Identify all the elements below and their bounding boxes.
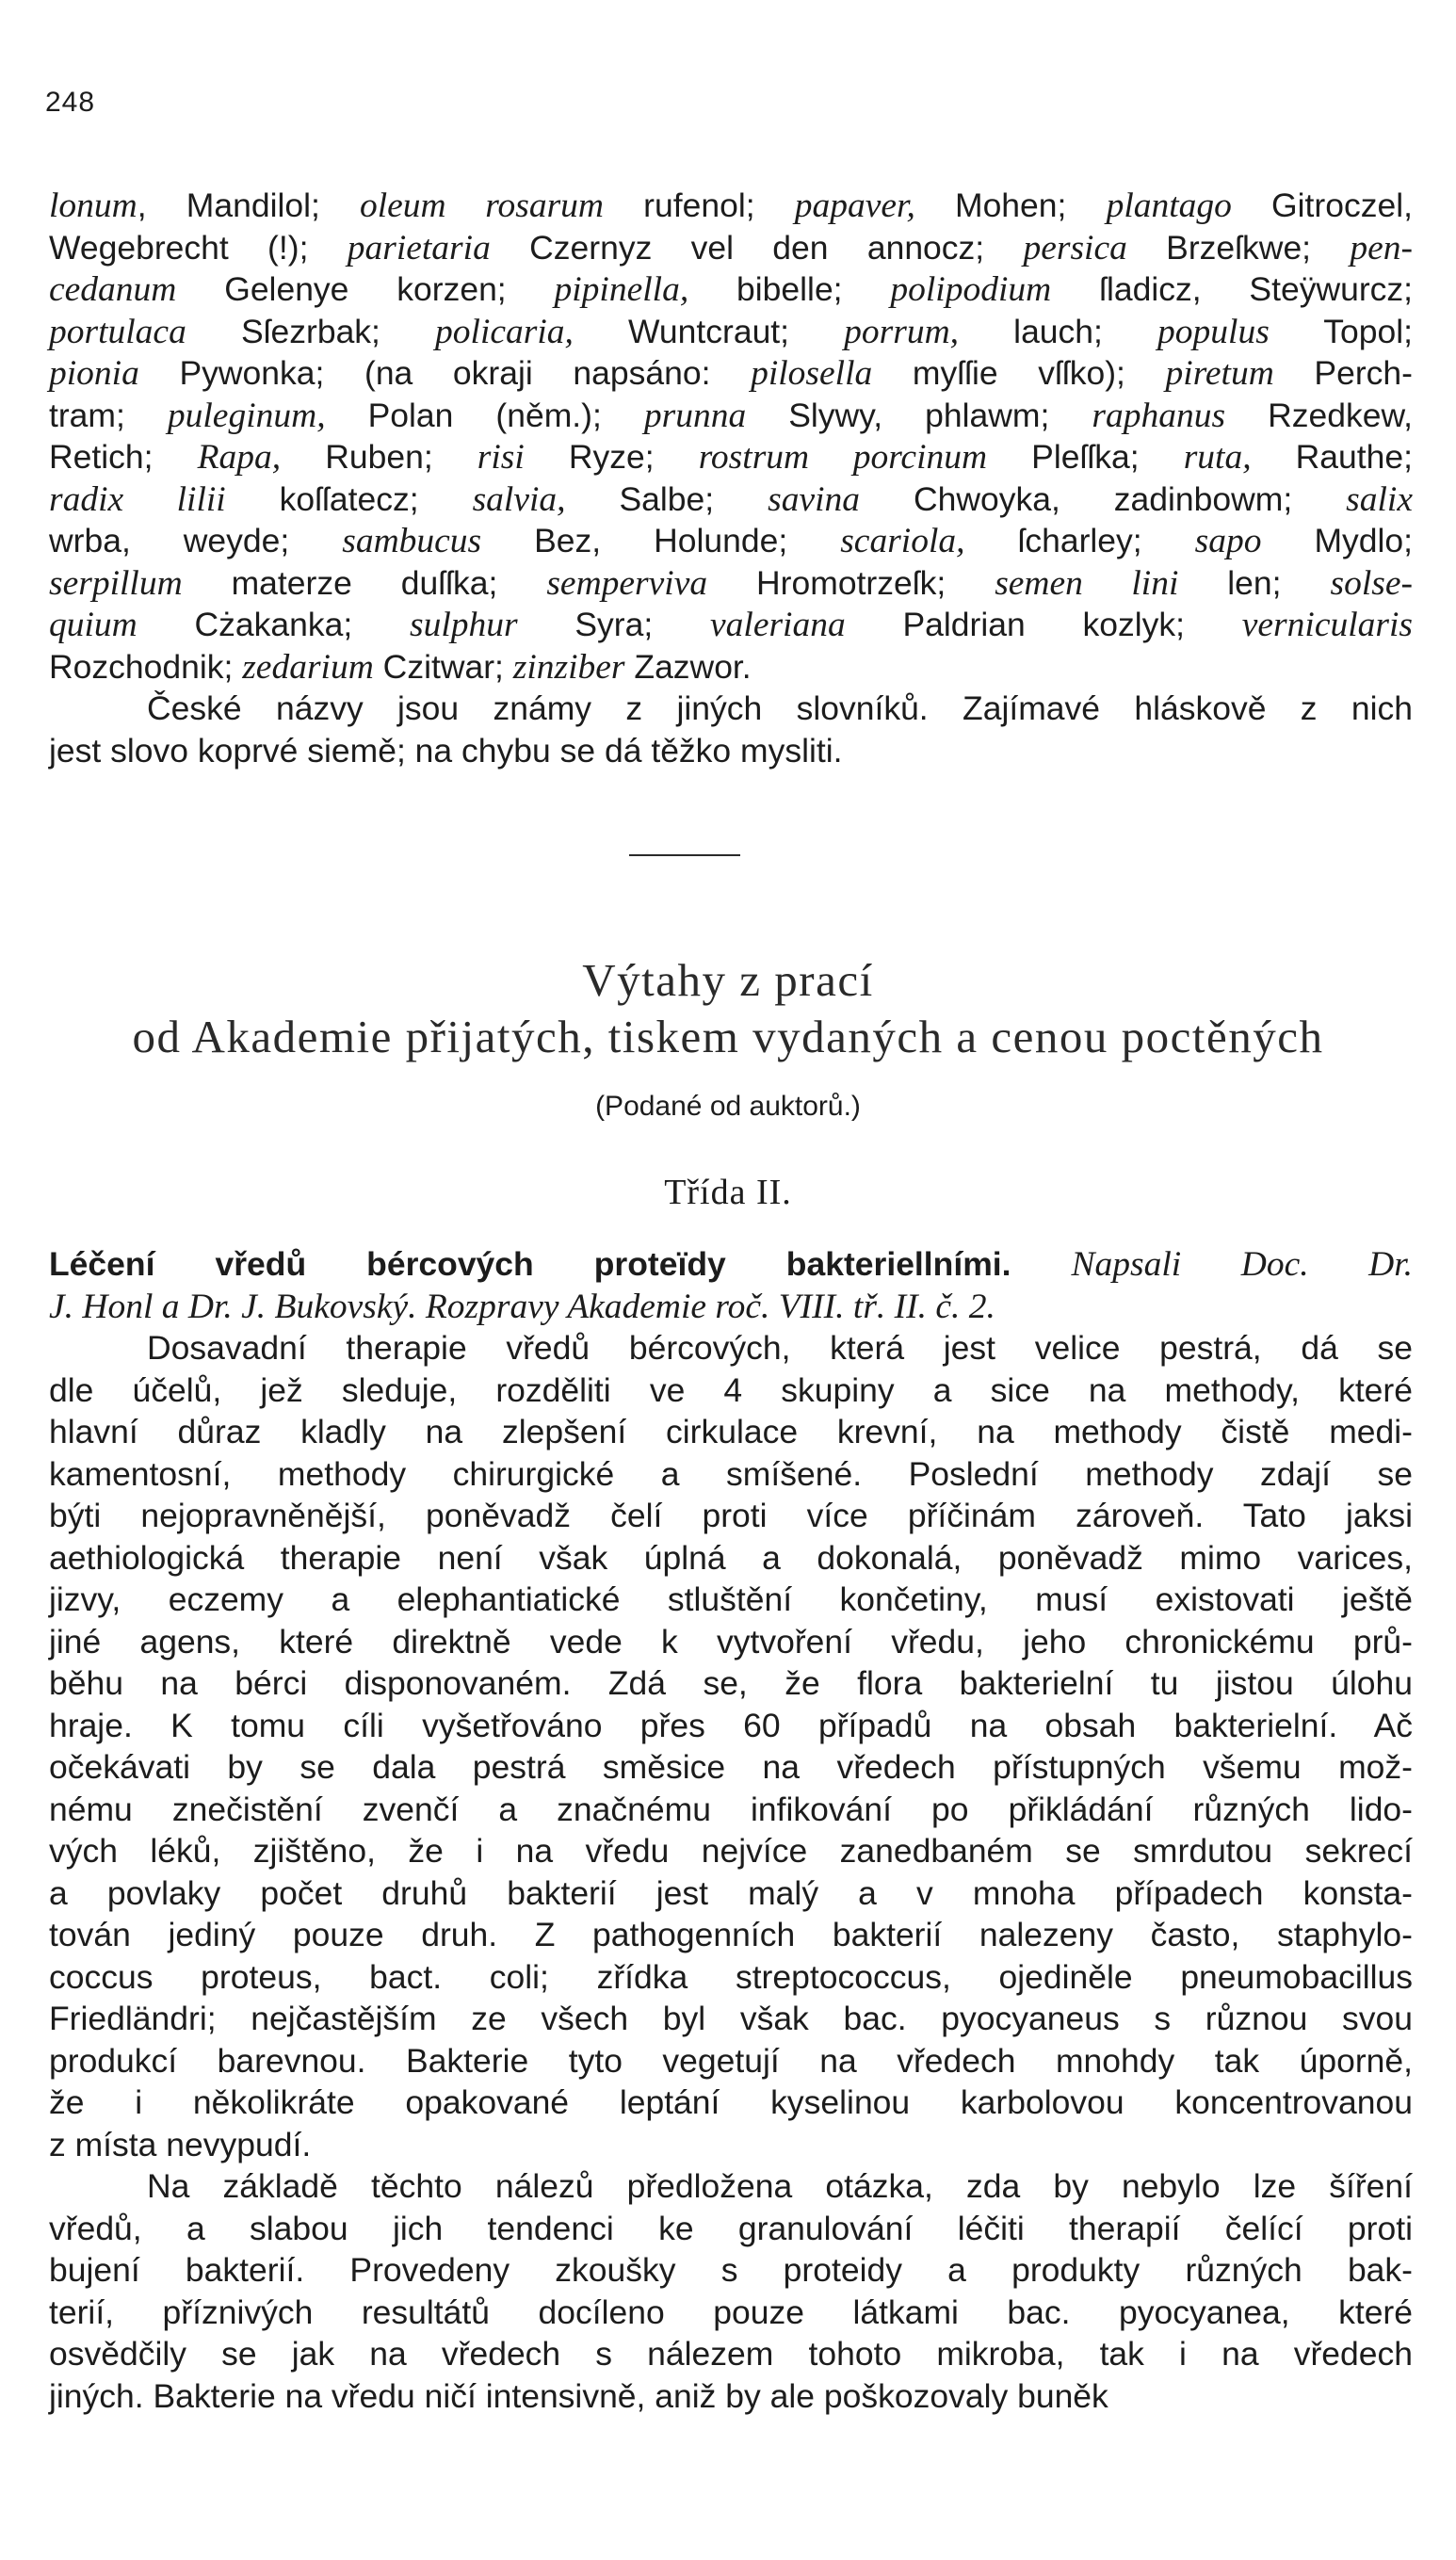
italic-term: risi bbox=[477, 438, 525, 477]
text-run: Czitwar; bbox=[373, 647, 513, 686]
italic-term: vernicularis bbox=[1241, 606, 1413, 644]
page-number: 248 bbox=[45, 87, 96, 118]
italic-term: sambucus bbox=[342, 522, 482, 560]
text-run: očekávati by se dala pestrá směsice na vředech přístupných všemu mož- bbox=[49, 1748, 1413, 1786]
italic-term: puleginum, bbox=[167, 396, 326, 435]
text-line bbox=[49, 2082, 1413, 2124]
text-run: bibelle; bbox=[688, 270, 891, 308]
text-run: Na základě těchto nálezů předložena otázka, zda by nebylo lze šíření bbox=[147, 2167, 1413, 2205]
text-run: Czernyz vel den annocz; bbox=[490, 228, 1024, 267]
text-run: Zazwor. bbox=[624, 647, 752, 686]
text-run: aethiologická therapie není však úplná a dokonalá, poněvadž mimo varices, bbox=[49, 1538, 1413, 1577]
text-line bbox=[49, 646, 1413, 689]
text-run: coccus proteus, bact. coli; zřídka streptococcus, ojediněle pneumobacillus bbox=[49, 1957, 1413, 1996]
text-run: dle účelů, jež sleduje, rozděliti ve 4 skupiny a sice na methody, které bbox=[49, 1370, 1413, 1409]
text-run: Paldrian kozlyk; bbox=[845, 606, 1242, 643]
italic-term: salix bbox=[1346, 479, 1413, 519]
text-run: Wegebrecht (!); bbox=[49, 228, 348, 267]
text-run: Gitroczel, bbox=[1231, 186, 1413, 224]
text-run: a povlaky počet druhů bakterií jest malý a v mnoha případech konsta- bbox=[49, 1873, 1413, 1912]
text-line bbox=[49, 1789, 1413, 1831]
italic-term: persica bbox=[1023, 228, 1127, 267]
text-line bbox=[49, 1705, 1413, 1747]
text-line bbox=[49, 1956, 1413, 1999]
text-line bbox=[49, 1662, 1413, 1705]
text-line bbox=[49, 2249, 1413, 2292]
text-run: ſladicz, Steÿwurcz; bbox=[1051, 270, 1414, 308]
italic-term: J. Honl a Dr. J. Bukovský. Rozpravy Akademie roč. VIII. tř. II. č. 2. bbox=[49, 1287, 995, 1326]
text-line bbox=[49, 1369, 1413, 1412]
text-line bbox=[49, 185, 1413, 227]
italic-term: savina bbox=[768, 479, 861, 519]
text-line bbox=[49, 604, 1413, 646]
text-line bbox=[49, 1411, 1413, 1453]
text-run: Brzeſkwe; bbox=[1126, 228, 1351, 267]
text-run: tován jediný pouze druh. Z pathogenních bakterií nalezeny často, staphylo- bbox=[49, 1916, 1413, 1953]
text-run: Perch- bbox=[1273, 354, 1413, 392]
text-line bbox=[49, 1914, 1413, 1956]
text-run: Chwoyka, zadinbowm; bbox=[860, 479, 1347, 518]
italic-term: quium bbox=[49, 606, 138, 644]
text-run: Wuntcraut; bbox=[573, 312, 845, 350]
italic-term: salvia, bbox=[472, 479, 566, 519]
text-line bbox=[49, 730, 1413, 772]
text-line bbox=[49, 268, 1413, 311]
text-line bbox=[49, 1495, 1413, 1537]
text-line bbox=[49, 2292, 1413, 2334]
italic-term: Napsali Doc. Dr. bbox=[1071, 1245, 1413, 1284]
text-run: že i několikráte opakované leptání kyselinou karbolovou koncentrovanou bbox=[49, 2083, 1413, 2121]
italic-term: policaria, bbox=[435, 312, 574, 351]
italic-term: prunna bbox=[643, 396, 747, 435]
text-line bbox=[49, 520, 1413, 562]
text-run: Hromotrzeſk; bbox=[707, 563, 995, 602]
text-line bbox=[49, 1830, 1413, 1872]
italic-term: pen- bbox=[1350, 228, 1413, 267]
bold-text: Léčení vředů bércových proteïdy bakteriellními. bbox=[49, 1245, 1011, 1283]
text-line bbox=[49, 1243, 1413, 1286]
italic-term: semen lini bbox=[995, 563, 1179, 603]
text-line bbox=[49, 2165, 1413, 2208]
text-run: vředů, a slabou jich tendenci ke granulování léčiti therapií čelící proti bbox=[49, 2209, 1413, 2247]
text-line bbox=[49, 1453, 1413, 1496]
text-run: Ryze; bbox=[524, 438, 699, 476]
italic-term: populus bbox=[1157, 312, 1270, 351]
glossary-paragraph bbox=[49, 185, 1413, 688]
text-line bbox=[49, 1872, 1413, 1915]
text-line bbox=[49, 352, 1413, 395]
text-run: vých léků, zjištěno, že i na vředu nejvíce zanedbaném se smrdutou sekrecí bbox=[49, 1832, 1413, 1870]
italic-term: serpillum bbox=[49, 563, 183, 603]
text-run: Topol; bbox=[1269, 312, 1413, 350]
text-run: býti nejopravněnější, poněvadž čelí proti více příčinám zároveň. Tato jaksi bbox=[49, 1497, 1413, 1534]
text-run: Cżakanka; bbox=[137, 606, 410, 643]
italic-term: pilosella bbox=[751, 354, 873, 393]
text-run: rufenol; bbox=[604, 186, 795, 224]
text-run: Polan (něm.); bbox=[325, 396, 644, 434]
text-run bbox=[1011, 1245, 1072, 1283]
text-run: jiné agens, které direktně vede k vytvoření vředu, jeho chronickému prů- bbox=[49, 1622, 1413, 1661]
italic-term: porrum, bbox=[844, 312, 960, 351]
section-divider bbox=[629, 854, 740, 856]
text-line bbox=[49, 227, 1413, 269]
text-run: jiných. Bakterie na vředu ničí intensivně, aniž by ale poškozovaly buněk bbox=[49, 2376, 1108, 2415]
text-run: Slywy, phlawm; bbox=[746, 396, 1092, 434]
text-run: Syra; bbox=[517, 606, 710, 643]
text-run: materze duſſka; bbox=[182, 563, 547, 602]
text-run: Rzedkew, bbox=[1225, 396, 1413, 434]
italic-term: sapo bbox=[1194, 522, 1262, 560]
text-run: myſſie vſſko); bbox=[872, 354, 1166, 392]
text-line bbox=[49, 1998, 1413, 2040]
italic-term: zedarium bbox=[242, 647, 374, 687]
text-line bbox=[49, 2124, 1413, 2166]
text-line bbox=[49, 1621, 1413, 1663]
text-line bbox=[49, 688, 1413, 730]
italic-term: lonum bbox=[49, 186, 138, 225]
text-run: z místa nevypudí. bbox=[49, 2125, 312, 2163]
text-line bbox=[49, 1537, 1413, 1580]
text-run: wrba, weyde; bbox=[49, 522, 343, 559]
class-label: Třída II. bbox=[664, 1173, 792, 1212]
text-run: Dosavadní therapie vředů bércových, která jest velice pestrá, dá se bbox=[147, 1329, 1413, 1367]
italic-term: semperviva bbox=[546, 563, 708, 603]
italic-term: rostrum porcinum bbox=[698, 438, 988, 477]
text-run: Sſezrbak; bbox=[186, 312, 436, 350]
text-run: nému znečistění zvenčí a značnému infikování po přikládání různých lido- bbox=[49, 1790, 1413, 1828]
text-run: , Mandilol; bbox=[137, 186, 360, 224]
text-run: tram; bbox=[49, 396, 168, 434]
text-run: produkcí barevnou. Bakterie tyto vegetují na vředech mnohdy tak úporně, bbox=[49, 2041, 1413, 2080]
italic-term: oleum rosarum bbox=[359, 186, 605, 225]
text-line bbox=[49, 2208, 1413, 2250]
italic-term: raphanus bbox=[1092, 396, 1226, 435]
text-run: Friedländri; nejčastějším ze všech byl však bac. pyocyaneus s různou svou bbox=[49, 2000, 1413, 2037]
text-run: len; bbox=[1178, 563, 1331, 602]
text-run: ſcharley; bbox=[964, 522, 1195, 559]
text-run: Salbe; bbox=[565, 479, 768, 518]
italic-term: papaver, bbox=[794, 186, 915, 225]
text-run: Mohen; bbox=[914, 186, 1107, 224]
text-run: Ruben; bbox=[281, 438, 477, 476]
text-line bbox=[49, 1746, 1413, 1789]
text-line bbox=[49, 2040, 1413, 2082]
text-line bbox=[49, 478, 1413, 521]
section-subtitle: (Podané od auktorů.) bbox=[595, 1091, 861, 1122]
text-run: Retich; bbox=[49, 438, 198, 476]
text-run: Bez, Holunde; bbox=[481, 522, 841, 559]
italic-term: radix lilii bbox=[49, 479, 226, 519]
text-run: Pleſſka; bbox=[987, 438, 1184, 476]
italic-term: pionia bbox=[49, 354, 139, 393]
text-run: lauch; bbox=[959, 312, 1158, 350]
section-title-line1: Výtahy z prací bbox=[582, 954, 874, 1006]
text-line bbox=[49, 436, 1413, 478]
italic-term: scariola, bbox=[840, 522, 965, 560]
text-run: osvědčily se jak na vředech s nálezem tohoto mikroba, tak i na vředech bbox=[49, 2335, 1413, 2373]
text-run: Rauthe; bbox=[1251, 438, 1413, 476]
text-run: bujení bakterií. Provedeny zkoušky s proteidy a produkty různých bak- bbox=[49, 2251, 1413, 2289]
text-run: jizvy, eczemy a elephantiatické stluštění končetiny, musí existovati ještě bbox=[49, 1580, 1413, 1618]
italic-term: plantago bbox=[1106, 186, 1232, 225]
text-line bbox=[49, 395, 1413, 437]
text-run: Gelenye korzen; bbox=[176, 270, 555, 308]
italic-term: portulaca bbox=[49, 312, 186, 351]
text-line bbox=[49, 2375, 1413, 2418]
text-run: jest slovo koprvé siemě; na chybu se dá těžko mysliti. bbox=[49, 731, 843, 770]
text-line bbox=[49, 2333, 1413, 2375]
italic-term: valeriana bbox=[710, 606, 846, 644]
text-run: Rozchodnik; bbox=[49, 647, 243, 686]
text-line bbox=[49, 562, 1413, 605]
text-run: terií, příznivých resultátů docíleno pouze látkami bac. pyocyanea, které bbox=[49, 2293, 1413, 2331]
text-run: Pywonka; (na okraji napsáno: bbox=[138, 354, 752, 392]
italic-term: Rapa, bbox=[197, 438, 282, 477]
text-run: České názvy jsou známy z jiných slovníků. Zajímavé hláskově z nich bbox=[147, 689, 1413, 727]
text-line bbox=[49, 1327, 1413, 1369]
section-title-line2: od Akademie přijatých, tiskem vydaných a cenou poctěných bbox=[132, 1011, 1324, 1062]
italic-term: polipodium bbox=[890, 270, 1052, 309]
italic-term: parietaria bbox=[347, 228, 491, 267]
text-run: koſſatecz; bbox=[225, 479, 473, 518]
italic-term: sulphur bbox=[410, 606, 518, 644]
text-line bbox=[49, 311, 1413, 353]
italic-term: solse- bbox=[1330, 563, 1413, 603]
text-run: hlavní důraz kladly na zlepšení cirkulace krevní, na methody čistě medi- bbox=[49, 1413, 1413, 1450]
text-run: Mydlo; bbox=[1261, 522, 1414, 559]
italic-term: pipinella, bbox=[554, 270, 689, 309]
text-line bbox=[49, 1579, 1413, 1621]
note-paragraph bbox=[49, 688, 1413, 771]
italic-term: ruta, bbox=[1183, 438, 1252, 477]
text-run: hraje. K tomu cíli vyšetřováno přes 60 případů na obsah bakterielní. Ač bbox=[49, 1706, 1413, 1744]
italic-term: piretum bbox=[1165, 354, 1274, 393]
italic-term: zinziber bbox=[512, 647, 625, 687]
text-run: běhu na bérci disponovaném. Zdá se, že flora bakterielní tu jistou úlohu bbox=[49, 1664, 1413, 1702]
text-line bbox=[49, 1286, 1413, 1328]
article-body bbox=[49, 1243, 1413, 2417]
italic-term: cedanum bbox=[49, 270, 177, 309]
text-run: kamentosní, methody chirurgické a smíšené. Poslední methody zdají se bbox=[49, 1454, 1413, 1493]
